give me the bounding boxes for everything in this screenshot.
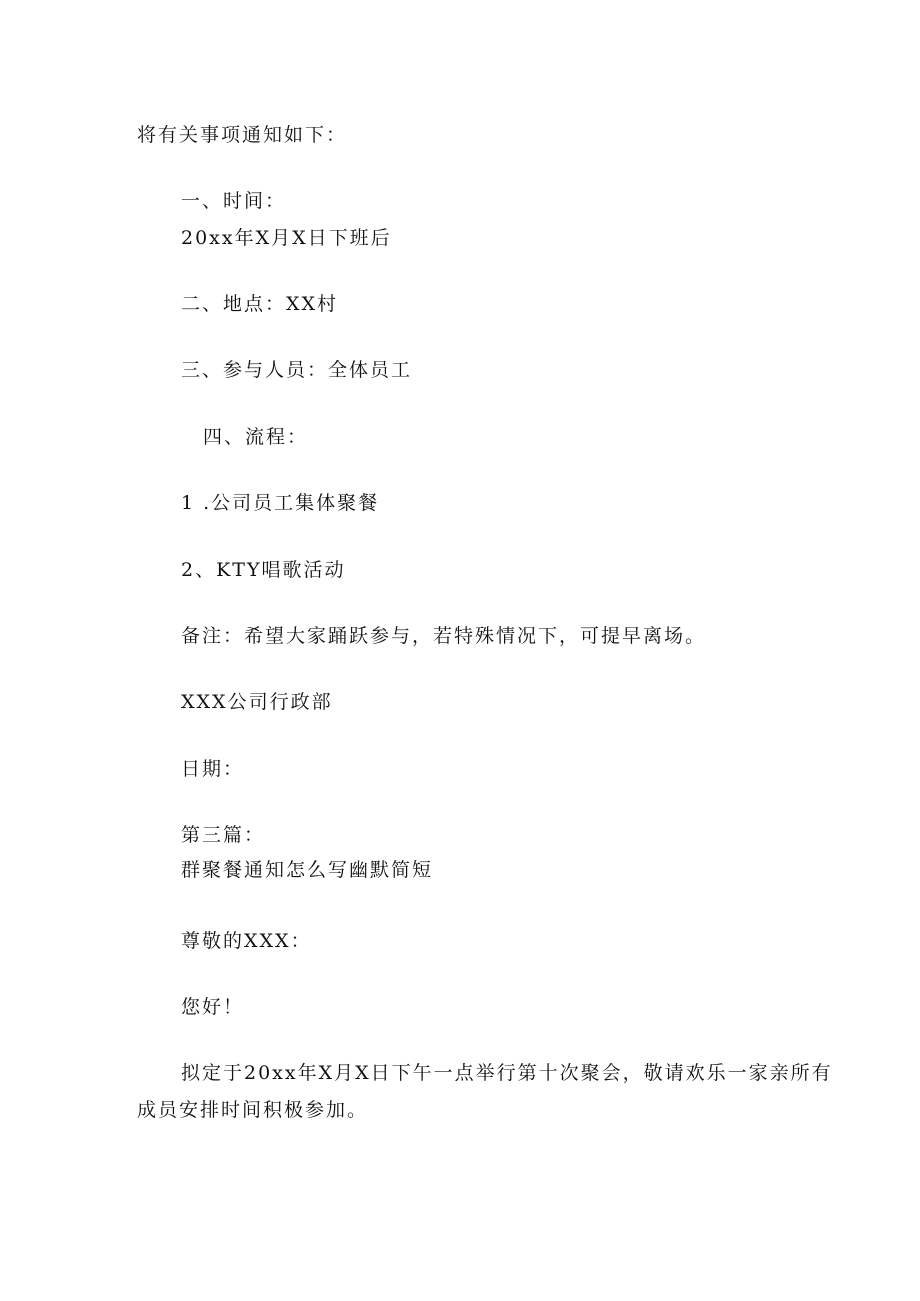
process-heading: 四、流程： (203, 426, 309, 448)
part-three-heading: 第三篇： (181, 824, 266, 846)
time-heading: 一、时间： (181, 190, 287, 212)
remark-line: 备注：希望大家踊跃参与，若特殊情况下，可提早离场。 (181, 625, 707, 647)
time-value: 20xx年X月X日下班后 (181, 227, 392, 249)
body-line-2: 成员安排时间积极参加。 (137, 1099, 369, 1121)
greeting-line: 您好！ (181, 996, 245, 1018)
intro-line: 将有关事项通知如下： (137, 124, 348, 146)
date-label: 日期： (181, 758, 245, 780)
salutation-line: 尊敬的XXX： (181, 930, 312, 952)
participants-line: 三、参与人员：全体员工 (181, 359, 413, 381)
part-three-title: 群聚餐通知怎么写幽默简短 (181, 859, 434, 881)
process-item-2: 2、KTY唱歌活动 (181, 559, 346, 581)
body-line-1: 拟定于20xx年X月X日下午一点举行第十次聚会，敬请欢乐一家亲所有 (181, 1062, 833, 1084)
location-line: 二、地点：XX村 (181, 293, 339, 315)
signature-line: XXX公司行政部 (181, 691, 333, 713)
process-item-1: 1 .公司员工集体聚餐 (181, 492, 380, 514)
